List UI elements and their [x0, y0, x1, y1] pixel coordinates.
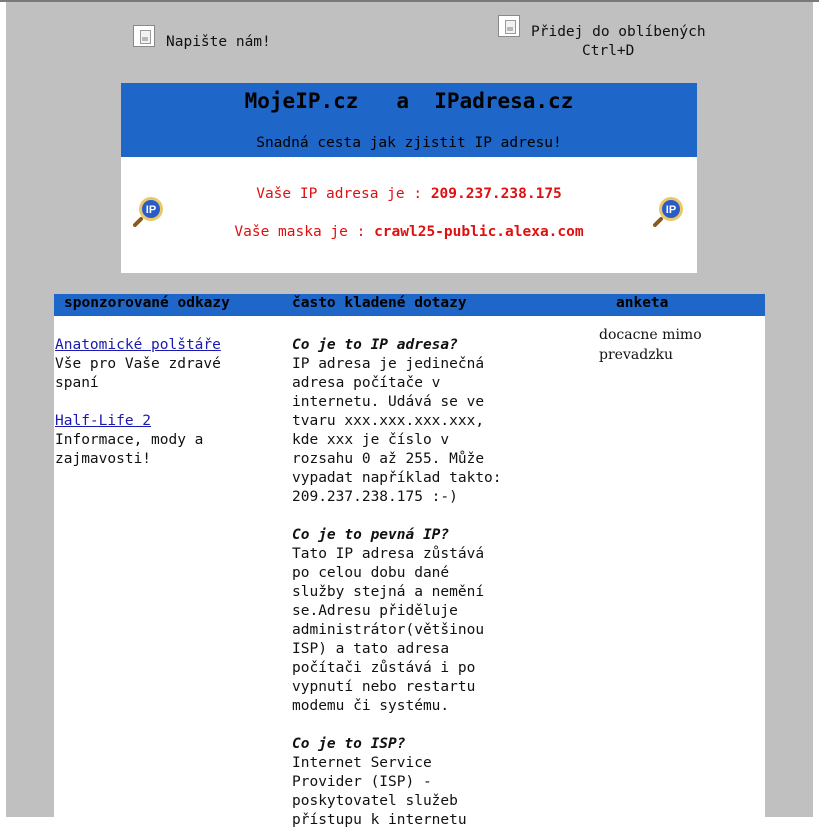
sponsored-link[interactable]: Anatomické polštáře	[55, 337, 221, 353]
right-edge	[813, 2, 819, 817]
site-title: MojeIP.cz a IPadresa.cz	[244, 89, 574, 113]
sponsored-link[interactable]: Half-Life 2	[55, 413, 152, 429]
faq-question: Co je to IP adresa?	[292, 337, 458, 353]
faq-answer-line: poskytovatel služeb	[292, 793, 458, 809]
list-item	[55, 336, 275, 393]
column-header-faq: často kladené dotazy	[292, 295, 467, 311]
write-us-link[interactable]: Napište nám!	[166, 34, 271, 50]
banner-header	[121, 83, 697, 157]
broken-image-icon[interactable]	[498, 15, 520, 37]
broken-image-icon[interactable]	[133, 25, 155, 47]
faq-answer-line: modemu či systému.	[292, 698, 450, 714]
column-header-poll: anketa	[616, 295, 669, 311]
poll-text: prevadzku	[599, 347, 674, 363]
ip-address-line	[121, 186, 697, 202]
faq-answer-line: internetu. Udává se ve	[292, 394, 485, 410]
sponsored-desc: spaní	[55, 375, 99, 391]
add-favorites-shortcut: Ctrl+D	[582, 43, 635, 59]
sponsored-desc: Informace, mody a	[55, 432, 204, 448]
sponsored-desc: Vše pro Vaše zdravé	[55, 356, 221, 372]
faq-answer-line: tvaru xxx.xxx.xxx.xxx,	[292, 413, 485, 429]
faq-answer-line: ISP) a tato adresa	[292, 641, 450, 657]
column-header-sponsored: sponzorované odkazy	[64, 295, 230, 311]
sponsored-desc: zajmavosti!	[55, 451, 152, 467]
add-favorites-link[interactable]: Přidej do oblíbených	[531, 24, 706, 40]
faq-item	[292, 526, 532, 716]
faq-answer-line: adresa počítače v	[292, 375, 441, 391]
ip-address-label: Vaše IP adresa je :	[256, 186, 431, 202]
poll-text: docacne mimo	[599, 327, 702, 343]
faq-answer-line: Tato IP adresa zůstává	[292, 546, 485, 562]
main-content	[54, 316, 765, 828]
svg-text:IP: IP	[665, 204, 677, 216]
site-subtitle: Snadná cesta jak zjistit IP adresu!	[256, 135, 562, 151]
faq-answer-line: kde xxx je číslo v	[292, 432, 450, 448]
faq-answer-line: IP adresa je jedinečná	[292, 356, 485, 372]
sponsored-links-column	[55, 336, 275, 469]
faq-answer-line: po celou dobu dané	[292, 565, 450, 581]
faq-answer-line: vypadat například takto:	[292, 470, 502, 486]
faq-answer-line: počítači zůstává i po	[292, 660, 476, 676]
faq-answer-line: vypnutí nebo restartu	[292, 679, 476, 695]
columns-header	[54, 294, 765, 316]
faq-answer-line: Internet Service	[292, 755, 432, 771]
faq-column	[292, 336, 532, 830]
ip-info-panel	[121, 157, 697, 273]
faq-answer-line: Provider (ISP) -	[292, 774, 432, 790]
faq-answer-line: rozsahu 0 až 255. Může	[292, 451, 485, 467]
mask-line	[121, 224, 697, 240]
faq-answer-line: 209.237.238.175 :-)	[292, 489, 458, 505]
mask-value: crawl25-public.alexa.com	[374, 224, 584, 240]
ip-address-value: 209.237.238.175	[430, 186, 562, 202]
faq-answer-line: administrátor(většinou	[292, 622, 485, 638]
faq-answer-line: služby stejná a nemění	[292, 584, 485, 600]
faq-question: Co je to pevná IP?	[292, 527, 450, 543]
faq-answer-line: se.Adresu přiděluje	[292, 603, 458, 619]
svg-text:IP: IP	[145, 204, 157, 216]
faq-item	[292, 735, 532, 830]
list-item	[55, 412, 275, 469]
mask-label: Vaše maska je :	[234, 224, 375, 240]
faq-question: Co je to ISP?	[292, 736, 406, 752]
poll-column	[599, 325, 702, 365]
faq-answer-line: přístupu k internetu	[292, 812, 467, 828]
faq-item	[292, 336, 532, 507]
